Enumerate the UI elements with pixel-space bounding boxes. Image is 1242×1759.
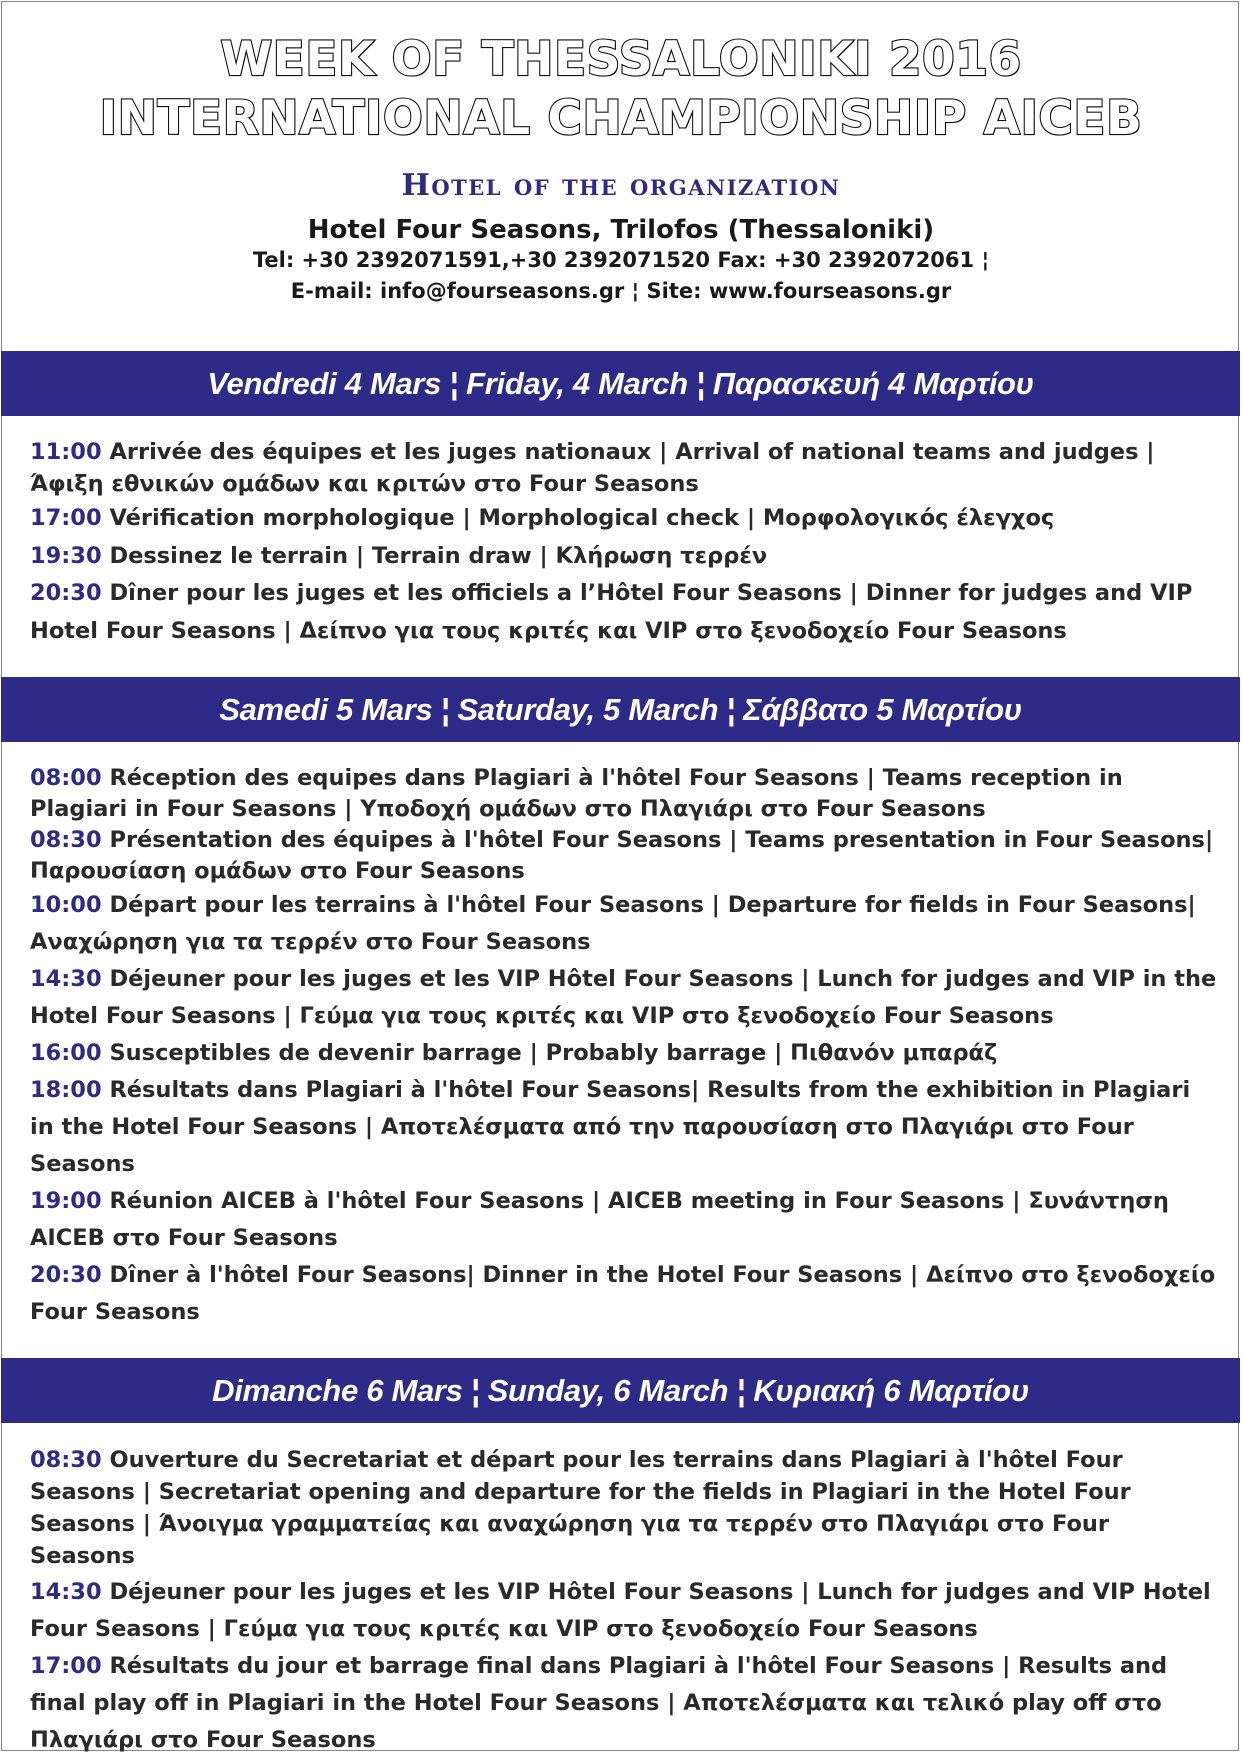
event-time: 19:00 <box>30 1188 102 1214</box>
event-text: Vérification morphologique | Morphological check | Μορφολογικός έλεγχος <box>101 505 1055 531</box>
event-item <box>30 436 1220 500</box>
event-time: 17:00 <box>30 1653 102 1679</box>
event-text: Résultats dans Plagiari à l'hôtel Four Seasons| Results from the exhibition in Plagiari in the Hotel Four Seasons | Αποτελέσματα από την παρουσίαση στο Πλαγιάρι στο Four Seasons <box>30 1077 1191 1177</box>
title-line-1: WEEK OF THESSALONIKI 2016 <box>220 32 1022 87</box>
event-text: Arrivée des équipes et les juges nationaux | Arrival of national teams and judges | Άφιξη εθνικών ομάδων και κριτών στο Four Seasons <box>30 439 1155 497</box>
event-time: 17:00 <box>30 505 102 531</box>
event-text: Réception des equipes dans Plagiari à l'hôtel Four Seasons | Teams reception in Plagiari in Four Seasons | Υποδοχή ομάδων στο Πλαγιάρι στο Four Seasons <box>30 765 1123 822</box>
event-text: Ouverture du Secretariat et départ pour les terrains dans Plagiari à l'hôtel Four Seasons | Secretariat opening and departure for the fields in Plagiari in the Hotel Four Seasons | Άνοιγμα γραμματείας και αναχώρηση για τα τερρέν στο Πλαγιάρι στο Four Seasons <box>30 1447 1131 1569</box>
day-heading-saturday: Samedi 5 Mars ¦ Saturday, 5 March ¦ Σάββατο 5 Μαρτίου <box>1 677 1240 742</box>
event-time: 11:00 <box>30 439 102 465</box>
events-friday <box>30 436 1220 650</box>
event-item <box>30 1035 1220 1072</box>
event-item <box>30 1648 1220 1759</box>
event-item <box>30 540 1220 572</box>
events-saturday <box>30 763 1220 1331</box>
event-text: Déjeuner pour les juges et les VIP Hôtel Four Seasons | Lunch for judges and VIP in the Hotel Four Seasons | Γεύμα για τους κριτές και VIP στο ξενοδοχείο Four Seasons <box>30 966 1217 1029</box>
event-item <box>30 763 1220 825</box>
event-time: 08:30 <box>30 827 102 853</box>
event-time: 10:00 <box>30 892 102 918</box>
event-time: 14:30 <box>30 966 102 992</box>
event-item <box>30 1257 1220 1331</box>
event-item <box>30 887 1220 961</box>
event-time: 19:30 <box>30 543 102 569</box>
event-time: 20:30 <box>30 580 102 606</box>
events-sunday <box>30 1444 1220 1759</box>
event-text: Dîner à l'hôtel Four Seasons| Dinner in the Hotel Four Seasons | Δείπνο στο ξενοδοχείο Four Seasons <box>30 1262 1216 1325</box>
event-text: Dessinez le terrain | Terrain draw | Κλήρωση τερρέν <box>101 543 768 569</box>
event-time: 20:30 <box>30 1262 102 1288</box>
event-text: Déjeuner pour les juges et les VIP Hôtel Four Seasons | Lunch for judges and VIP Hotel Four Seasons | Γεύμα για τους κριτές και VIP στο ξενοδοχείο Four Seasons <box>30 1579 1211 1642</box>
event-time: 16:00 <box>30 1040 102 1066</box>
event-item <box>30 574 1220 650</box>
event-text: Résultats du jour et barrage final dans Plagiari à l'hôtel Four Seasons | Results and final play off in Plagiari in the Hotel Four Seasons | Αποτελέσματα και τελικό play off στο Πλαγιάρι στο Four Seasons <box>30 1653 1168 1753</box>
event-item <box>30 502 1220 534</box>
day-heading-sunday: Dimanche 6 Mars ¦ Sunday, 6 March ¦ Κυριακή 6 Μαρτίου <box>1 1358 1240 1423</box>
event-item <box>30 1574 1220 1648</box>
event-text: Réunion AICEB à l'hôtel Four Seasons | AICEB meeting in Four Seasons | Συνάντηση AICEB στο Four Seasons <box>30 1188 1169 1251</box>
header <box>0 30 1242 307</box>
event-time: 08:30 <box>30 1447 102 1473</box>
hotel-name: Hotel Four Seasons, Trilofos (Thessaloniki) <box>307 215 935 245</box>
event-time: 14:30 <box>30 1579 102 1605</box>
contact-web: E-mail: info@fourseasons.gr ¦ Site: www.fourseasons.gr <box>290 279 952 303</box>
event-item <box>30 1183 1220 1257</box>
event-text: Susceptibles de devenir barrage | Probably barrage | Πιθανόν μπαράζ <box>101 1040 998 1066</box>
contact-phone: Tel: +30 2392071591,+30 2392071520 Fax: +30 2392072061 ¦ <box>252 248 990 272</box>
event-text: Présentation des équipes à l'hôtel Four Seasons | Teams presentation in Four Seasons| Παρουσίαση ομάδων στο Four Seasons <box>30 827 1214 884</box>
event-text: Départ pour les terrains à l'hôtel Four Seasons | Departure for fields in Four Seasons| Αναχώρηση για τα τερρέν στο Four Seasons <box>30 892 1196 955</box>
event-item <box>30 825 1220 887</box>
event-time: 08:00 <box>30 765 102 791</box>
hotel-heading: Hotel of the organization <box>401 168 841 203</box>
event-text: Dîner pour les juges et les officiels a l’Hôtel Four Seasons | Dinner for judges and VIP Hotel Four Seasons | Δείπνο για τους κριτές και VIP στο ξενοδοχείο Four Seasons <box>30 580 1193 644</box>
event-item <box>30 1072 1220 1183</box>
event-item <box>30 1444 1220 1572</box>
event-item <box>30 961 1220 1035</box>
event-time: 18:00 <box>30 1077 102 1103</box>
title-line-2: INTERNATIONAL CHAMPIONSHIP AICEB <box>99 91 1143 146</box>
day-heading-friday: Vendredi 4 Mars ¦ Friday, 4 March ¦ Παρασκευή 4 Μαρτίου <box>1 351 1240 416</box>
